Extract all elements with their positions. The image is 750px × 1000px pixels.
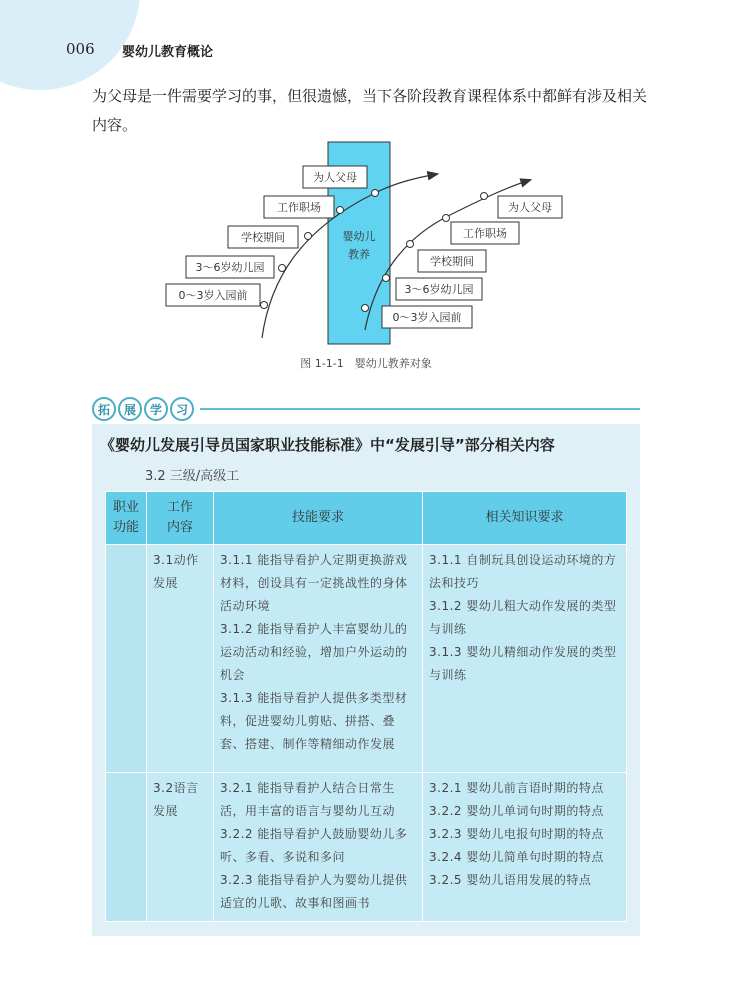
left-stage-label: 工作职场 xyxy=(277,201,321,214)
cell-function xyxy=(106,773,147,922)
left-stage-label: 学校期间 xyxy=(241,231,285,244)
left-stage-marker xyxy=(261,302,268,309)
page-number: 006 xyxy=(66,40,95,58)
right-stage-label: 0～3岁入园前 xyxy=(392,311,462,324)
header-content: 工作 内容 xyxy=(147,492,214,545)
right-stage-marker xyxy=(443,215,450,222)
standard-table xyxy=(105,491,627,922)
badge-char: 学 xyxy=(144,397,168,421)
right-stage-marker xyxy=(407,241,414,248)
running-title: 婴幼儿教育概论 xyxy=(122,45,214,60)
left-stage-marker xyxy=(305,233,312,240)
right-stage-label: 为人父母 xyxy=(508,201,552,214)
table-header-row xyxy=(106,492,627,545)
left-stage-marker xyxy=(372,190,379,197)
figure-diagram xyxy=(0,0,750,380)
cell-skills: 3.2.1 能指导看护人结合日常生活，用丰富的语言与婴幼儿互动 3.2.2 能指导看护人鼓励婴幼儿多听、多看、多说和多问 3.2.3 能指导看护人为婴幼儿提供适宜的儿歌、故事和图画书 xyxy=(214,773,423,922)
center-label-line2: 教养 xyxy=(348,248,370,261)
cell-function xyxy=(106,545,147,773)
right-stages xyxy=(362,193,563,329)
right-stage-marker xyxy=(481,193,488,200)
right-stage-label: 学校期间 xyxy=(430,255,474,268)
section-title: 《婴幼儿发展引导员国家职业技能标准》中“发展引导”部分相关内容 xyxy=(100,436,555,454)
center-label-line1: 婴幼儿 xyxy=(342,230,376,243)
intro-paragraph: 为父母是一件需要学习的事，但很遗憾，当下各阶段教育课程体系中都鲜有涉及相关内容。 xyxy=(92,87,648,134)
cell-content: 3.2语言发展 xyxy=(147,773,214,922)
table-row xyxy=(106,545,627,773)
cell-knowledge: 3.1.1 自制玩具创设运动环境的方法和技巧 3.1.2 婴幼儿粗大动作发展的类型与训练 3.1.3 婴幼儿精细动作发展的类型与训练 xyxy=(423,545,627,773)
right-stage-marker xyxy=(383,275,390,282)
left-stage-marker xyxy=(337,207,344,214)
figure-caption: 图 1-1-1 婴幼儿教养对象 xyxy=(300,357,432,370)
cell-skills: 3.1.1 能指导看护人定期更换游戏材料，创设具有一定挑战性的身体活动环境 3.1.2 能指导看护人丰富婴幼儿的 运动活动和经验，增加户外运动的机会 3.1.3 能指导看护人提供多类型材料，促进婴幼儿剪贴、拼搭、叠套、搭建、制作等精细动作发展 xyxy=(214,545,423,773)
badge-char: 拓 xyxy=(92,397,116,421)
left-stage-label: 0～3岁入园前 xyxy=(178,289,248,302)
right-stage-label: 3～6岁幼儿园 xyxy=(404,283,474,296)
expand-divider-line xyxy=(200,408,640,410)
cell-content: 3.1动作发展 xyxy=(147,545,214,773)
table-row xyxy=(106,773,627,922)
expand-learning-badge xyxy=(92,397,196,421)
header-function: 职业 功能 xyxy=(106,492,147,545)
left-stage-label: 3～6岁幼儿园 xyxy=(195,261,265,274)
badge-char: 习 xyxy=(170,397,194,421)
left-stage-marker xyxy=(279,265,286,272)
cell-knowledge: 3.2.1 婴幼儿前言语时期的特点 3.2.2 婴幼儿单词句时期的特点 3.2.3 婴幼儿电报句时期的特点 3.2.4 婴幼儿简单句时期的特点 3.2.5 婴幼儿语用发展的特点 xyxy=(423,773,627,922)
right-stage-marker xyxy=(362,305,369,312)
header-knowledge: 相关知识要求 xyxy=(423,492,627,545)
subsection-label: 3.2 三级/高级工 xyxy=(145,469,240,484)
badge-char: 展 xyxy=(118,397,142,421)
left-stage-label: 为人父母 xyxy=(313,171,357,184)
right-stage-label: 工作职场 xyxy=(463,227,507,240)
header-skill: 技能要求 xyxy=(214,492,423,545)
